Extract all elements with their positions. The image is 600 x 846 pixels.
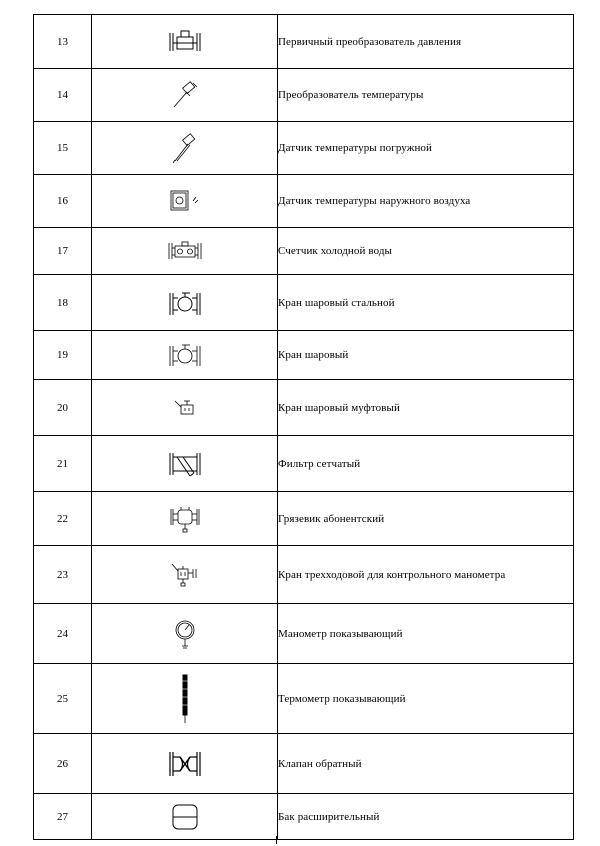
steel-ball-valve-icon [168,288,202,318]
row-label: Манометр показывающий [278,604,574,664]
symbol-cell [92,794,278,840]
row-number: 13 [34,15,92,69]
symbol-cell [92,604,278,664]
table-row [34,734,574,794]
row-number: 20 [34,380,92,436]
row-number: 16 [34,175,92,228]
row-number: 27 [34,794,92,840]
row-label: Клапан обратный [278,734,574,794]
symbol-cell [92,664,278,734]
table-row [34,604,574,664]
symbol-cell [92,175,278,228]
table-row [34,175,574,228]
table-row [34,492,574,546]
row-number: 19 [34,331,92,380]
row-label: Преобразователь температуры [278,69,574,122]
symbol-cell [92,275,278,331]
table-row [34,15,574,69]
temperature-transducer-icon [170,80,200,110]
symbol-cell [92,228,278,275]
symbol-cell [92,380,278,436]
row-label: Датчик температуры погружной [278,122,574,175]
symbol-cell [92,492,278,546]
row-number: 23 [34,546,92,604]
row-label: Кран шаровый [278,331,574,380]
row-number: 18 [34,275,92,331]
row-number: 26 [34,734,92,794]
row-label: Фильтр сетчатый [278,436,574,492]
table-row [34,69,574,122]
row-label: Термометр показывающий [278,664,574,734]
cold-water-meter-icon [167,240,203,262]
ball-valve-icon [168,341,202,369]
table-row [34,436,574,492]
row-number: 21 [34,436,92,492]
row-label: Кран шаровый муфтовый [278,380,574,436]
threaded-ball-valve-icon [172,397,198,419]
symbol-cell [92,546,278,604]
expansion-tank-icon [171,803,199,831]
table-row [34,664,574,734]
row-label: Счетчик холодной воды [278,228,574,275]
row-number: 25 [34,664,92,734]
row-label: Бак расширительный [278,794,574,840]
row-label: Кран шаровый стальной [278,275,574,331]
mesh-filter-icon [168,449,202,479]
table-row [34,275,574,331]
row-label: Датчик температуры наружного воздуха [278,175,574,228]
table-row [34,546,574,604]
table-row [34,228,574,275]
symbol-cell [92,122,278,175]
table-row [34,794,574,840]
symbol-cell [92,734,278,794]
mud-trap-icon [169,504,201,534]
table-row [34,380,574,436]
symbol-legend-table [33,14,574,840]
table-row [34,331,574,380]
row-number: 17 [34,228,92,275]
symbol-cell [92,69,278,122]
three-way-gauge-valve-icon [169,561,201,589]
row-label: Первичный преобразователь давления [278,15,574,69]
pressure-transducer-icon [168,29,202,55]
row-label: Кран трехходовой для контрольного манометра [278,546,574,604]
pressure-gauge-icon [172,618,198,650]
row-number: 22 [34,492,92,546]
table-row [34,122,574,175]
outdoor-temperature-sensor-icon [168,189,202,213]
row-number: 15 [34,122,92,175]
check-valve-icon [168,749,202,779]
column-divider-tail [276,836,277,844]
row-label: Грязевик абонентский [278,492,574,546]
immersion-temperature-sensor-icon [170,132,200,164]
row-number: 14 [34,69,92,122]
thermometer-icon [177,673,193,725]
symbol-cell [92,331,278,380]
symbol-cell [92,436,278,492]
symbol-cell [92,15,278,69]
row-number: 24 [34,604,92,664]
